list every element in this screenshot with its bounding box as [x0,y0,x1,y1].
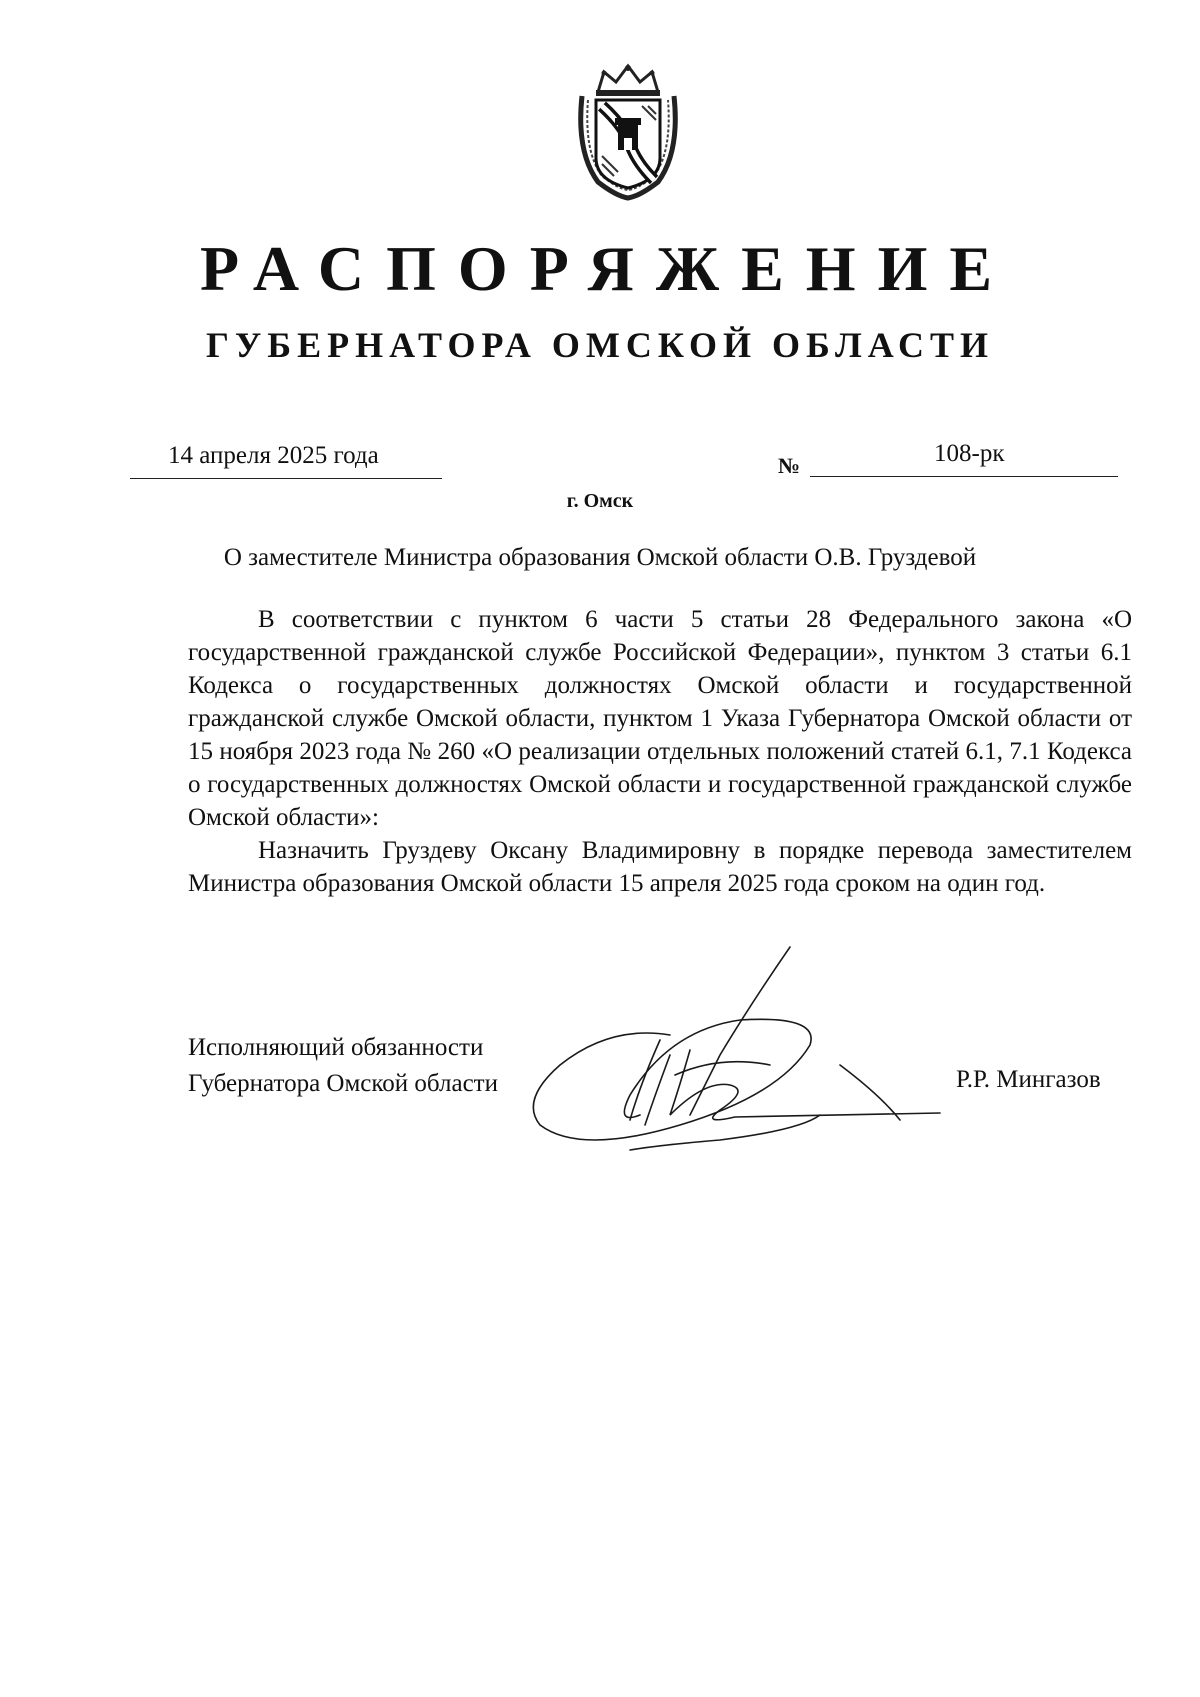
document-title: РАСПОРЯЖЕНИЕ [199,233,1015,304]
document-heading: О заместителе Министра образования Омской области О.В. Груздевой [223,544,977,571]
number-sign: № [778,453,801,478]
signatory-position [188,1030,498,1102]
handwritten-signature [520,945,1010,1180]
body-paragraph-1: В соответствии с пунктом 6 части 5 статьи 28 Федерального закона «О государственной гражданской службе Российской Федерации», пунктом 3 статьи 6.1 Кодекса о государственных должностях Омской области и государственной гражданской службе Омской области, пунктом 1 Указа Губернатора Омской области от 15 ноября 2023 года № 260 «О реализации отдельных положений статей 6.1, 7.1 Кодекса о государственных должностях Омской области и государственной гражданской службе Омской области»: [188,606,1132,831]
document-number: 108-рк [934,440,1005,467]
document-subtitle: ГУБЕРНАТОРА ОМСКОЙ ОБЛАСТИ [205,325,995,365]
number-field [810,440,1118,477]
document-date: 14 апреля 2025 года [168,442,379,469]
document-body [188,603,1132,900]
signatory-name: Р.Р. Мингазов [956,1066,1101,1093]
body-paragraph-2: Назначить Груздеву Оксану Владимировну в порядке перевода заместителем Министра образования Омской области 15 апреля 2025 года сроком на один год. [188,837,1132,897]
position-line-1: Исполняющий обязанности [188,1034,484,1061]
city-label: г. Омск [566,490,634,512]
position-line-2: Губернатора Омской области [188,1070,498,1097]
coat-of-arms-icon [568,62,688,202]
date-field [130,442,442,479]
